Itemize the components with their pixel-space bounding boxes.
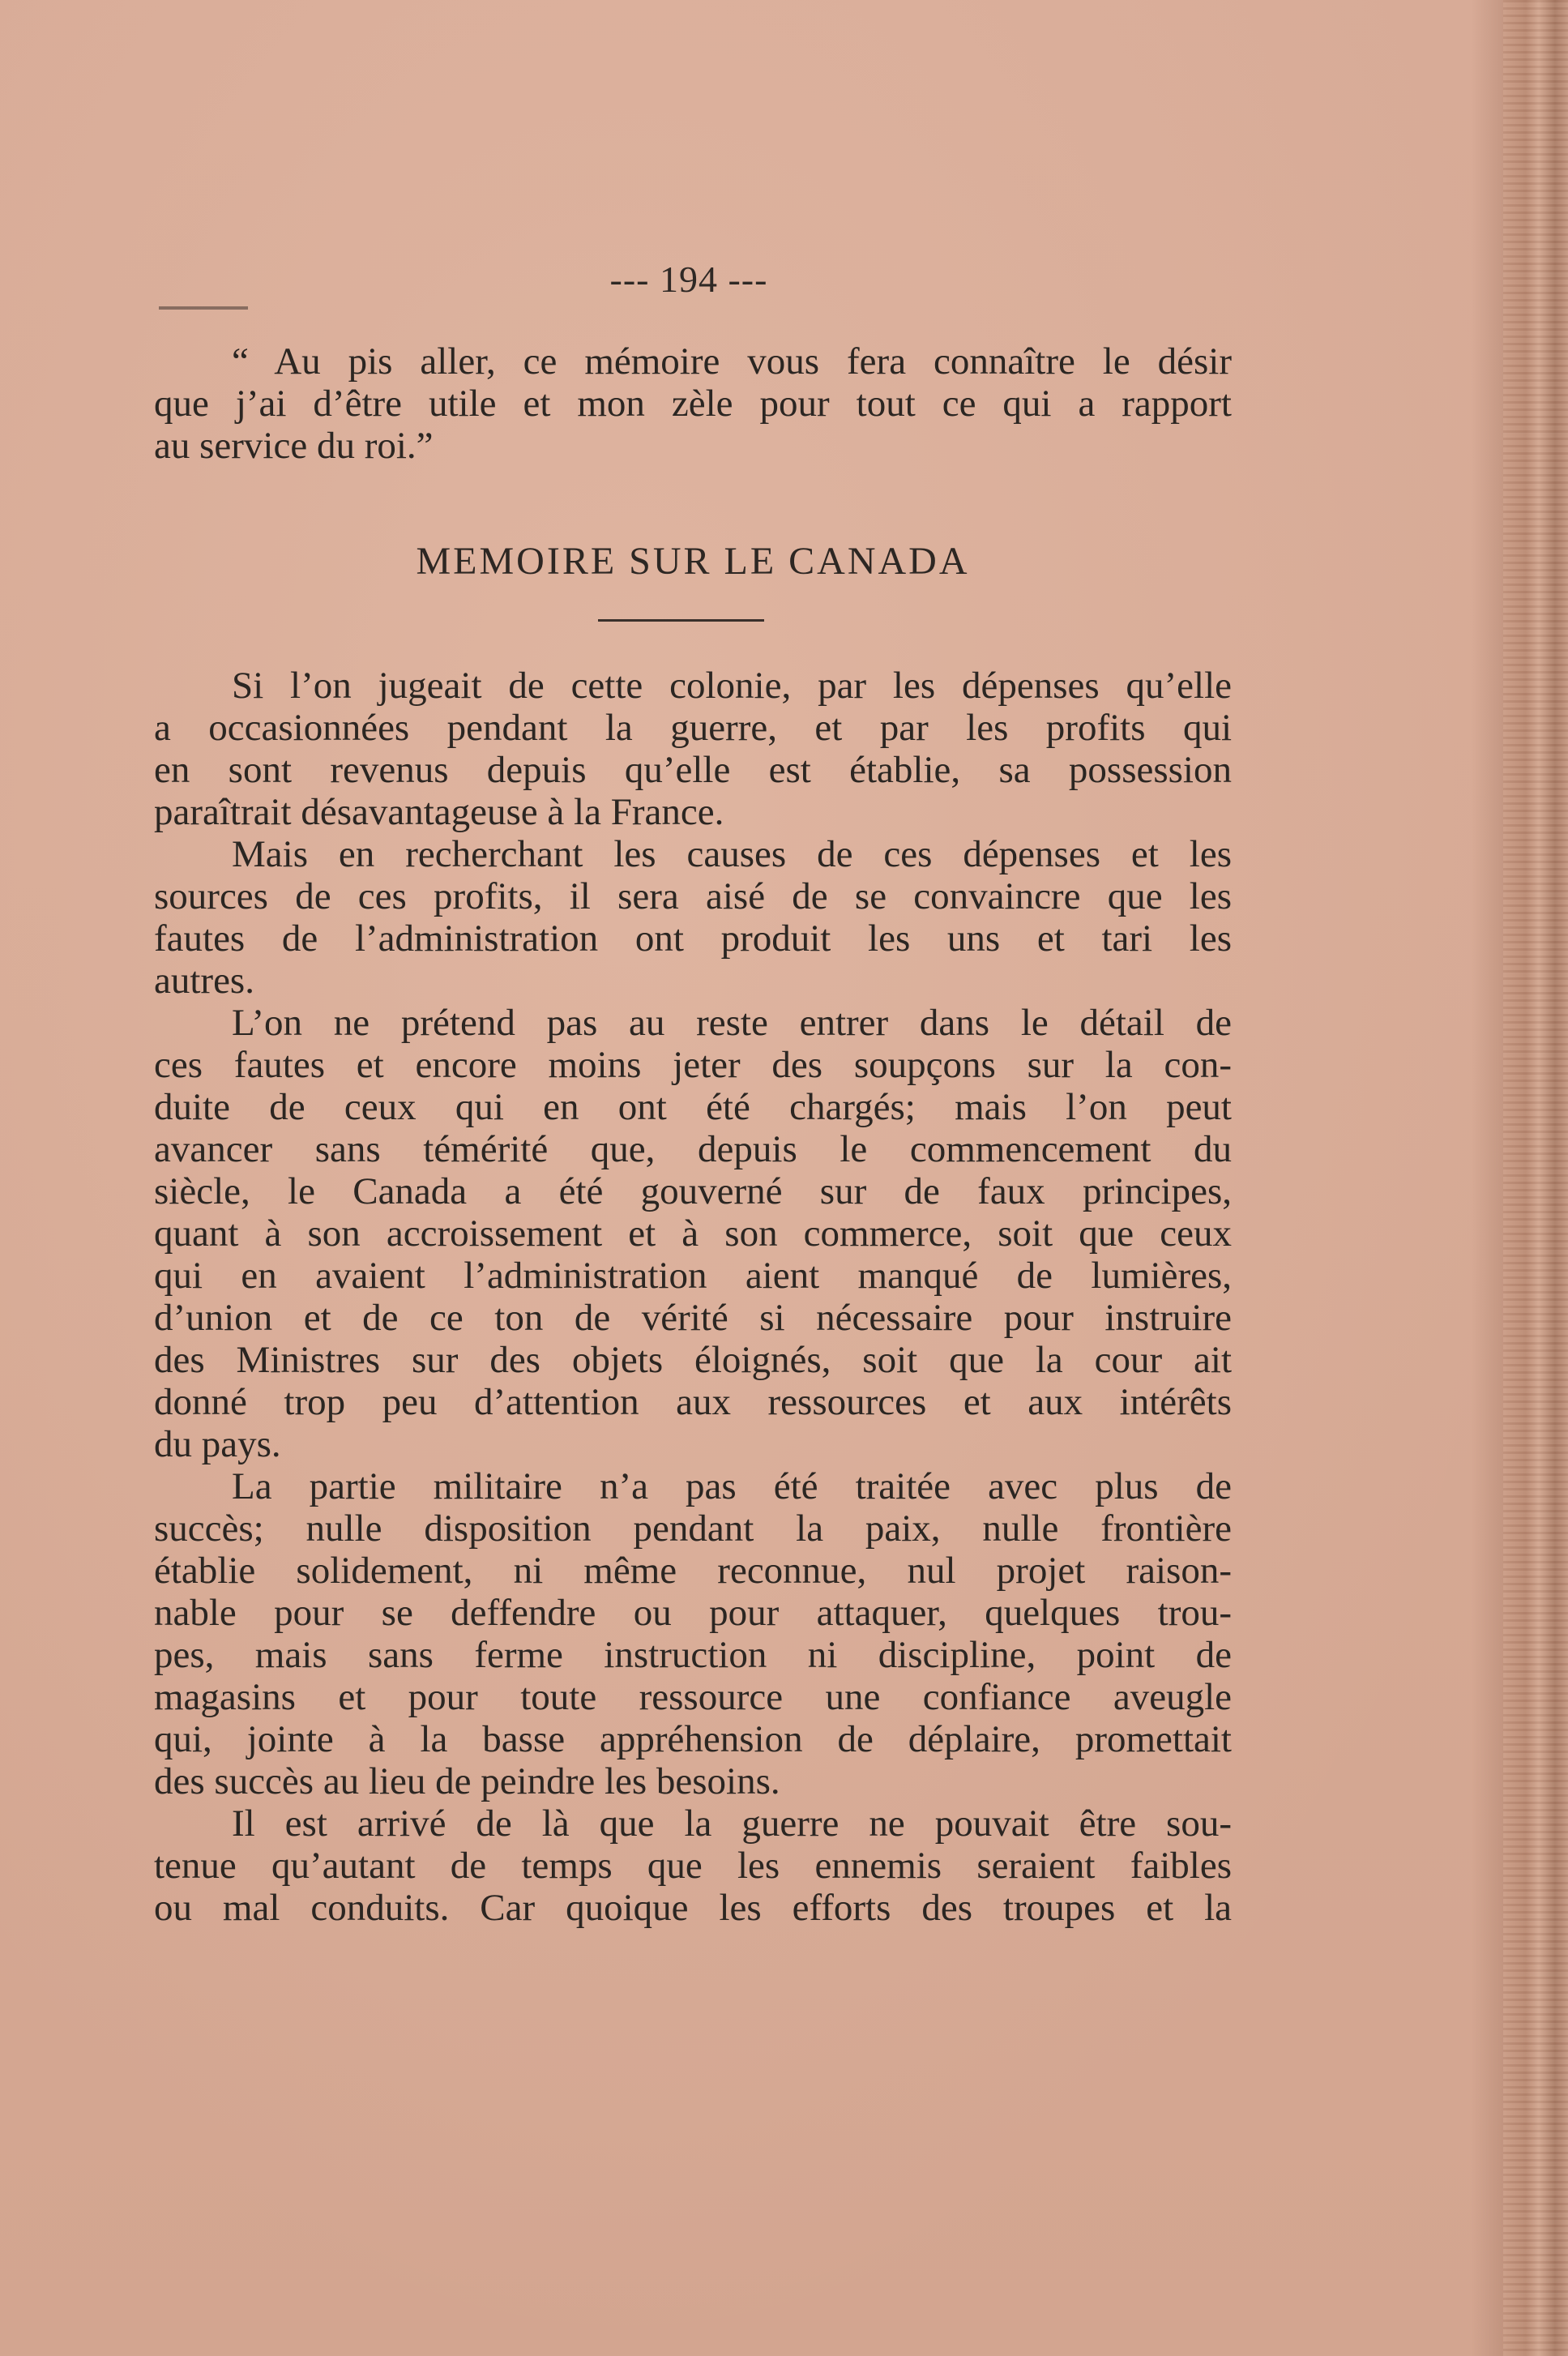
text-line: Si l’on jugeait de cette colonie, par les dépenses qu’elle (232, 665, 1232, 707)
text-line: a occasionnées pendant la guerre, et par les profits qui (154, 707, 1232, 749)
text-line: qui, jointe à la basse appréhension de déplaire, promettait (154, 1718, 1232, 1760)
text-line: Il est arrivé de là que la guerre ne pouvait être sou- (232, 1802, 1232, 1845)
section-heading: MEMOIRE SUR LE CANADA (416, 540, 970, 583)
text-line: en sont revenus depuis qu’elle est établie, sa possession (154, 749, 1232, 791)
page-edge-shadow (1471, 0, 1503, 2356)
text-line: qui en avaient l’administration aient manqué de lumières, (154, 1255, 1232, 1297)
heading-rule (598, 619, 764, 622)
text-line: des Ministres sur des objets éloignés, soit que la cour ait (154, 1339, 1232, 1381)
text-line: Mais en recherchant les causes de ces dépenses et les (232, 833, 1232, 875)
text-line: du pays. (154, 1423, 281, 1465)
text-line: succès; nulle disposition pendant la paix, nulle frontière (154, 1507, 1232, 1550)
text-line: ces fautes et encore moins jeter des soupçons sur la con- (154, 1044, 1232, 1086)
text-line: nable pour se deffendre ou pour attaquer, quelques trou- (154, 1592, 1232, 1634)
text-line: que j’ai d’être utile et mon zèle pour tout ce qui a rapport (154, 383, 1232, 425)
body-text (154, 665, 1232, 1929)
text-line: des succès au lieu de peindre les besoins. (154, 1760, 780, 1802)
text-line: tenue qu’autant de temps que les ennemis seraient faibles (154, 1845, 1232, 1887)
text-line: duite de ceux qui en ont été chargés; mais l’on peut (154, 1086, 1232, 1128)
text-line: La partie militaire n’a pas été traitée avec plus de (232, 1465, 1232, 1507)
text-line: au service du roi.” (154, 425, 434, 467)
text-line: L’on ne prétend pas au reste entrer dans le détail de (232, 1002, 1232, 1044)
text-line: pes, mais sans ferme instruction ni discipline, point de (154, 1634, 1232, 1676)
text-line: “ Au pis aller, ce mémoire vous fera connaître le désir (232, 340, 1232, 383)
page-number: --- 194 --- (609, 259, 768, 300)
stray-ink-mark (159, 306, 248, 310)
text-line: paraîtrait désavantageuse à la France. (154, 791, 724, 833)
text-line: fautes de l’administration ont produit les uns et tari les (154, 917, 1232, 960)
text-line: autres. (154, 960, 254, 1002)
text-line: établie solidement, ni même reconnue, nul projet raison- (154, 1550, 1232, 1592)
text-line: d’union et de ce ton de vérité si nécessaire pour instruire (154, 1297, 1232, 1339)
text-line: magasins et pour toute ressource une confiance aveugle (154, 1676, 1232, 1718)
text-line: quant à son accroissement et à son commerce, soit que ceux (154, 1212, 1232, 1255)
page-edge (1503, 0, 1568, 2356)
text-line: sources de ces profits, il sera aisé de se convaincre que les (154, 875, 1232, 917)
text-line: siècle, le Canada a été gouverné sur de faux principes, (154, 1170, 1232, 1212)
intro-paragraph (154, 340, 1232, 467)
text-line: ou mal conduits. Car quoique les efforts des troupes et la (154, 1887, 1232, 1929)
text-line: donné trop peu d’attention aux ressources et aux intérêts (154, 1381, 1232, 1423)
text-line: avancer sans témérité que, depuis le commencement du (154, 1128, 1232, 1170)
